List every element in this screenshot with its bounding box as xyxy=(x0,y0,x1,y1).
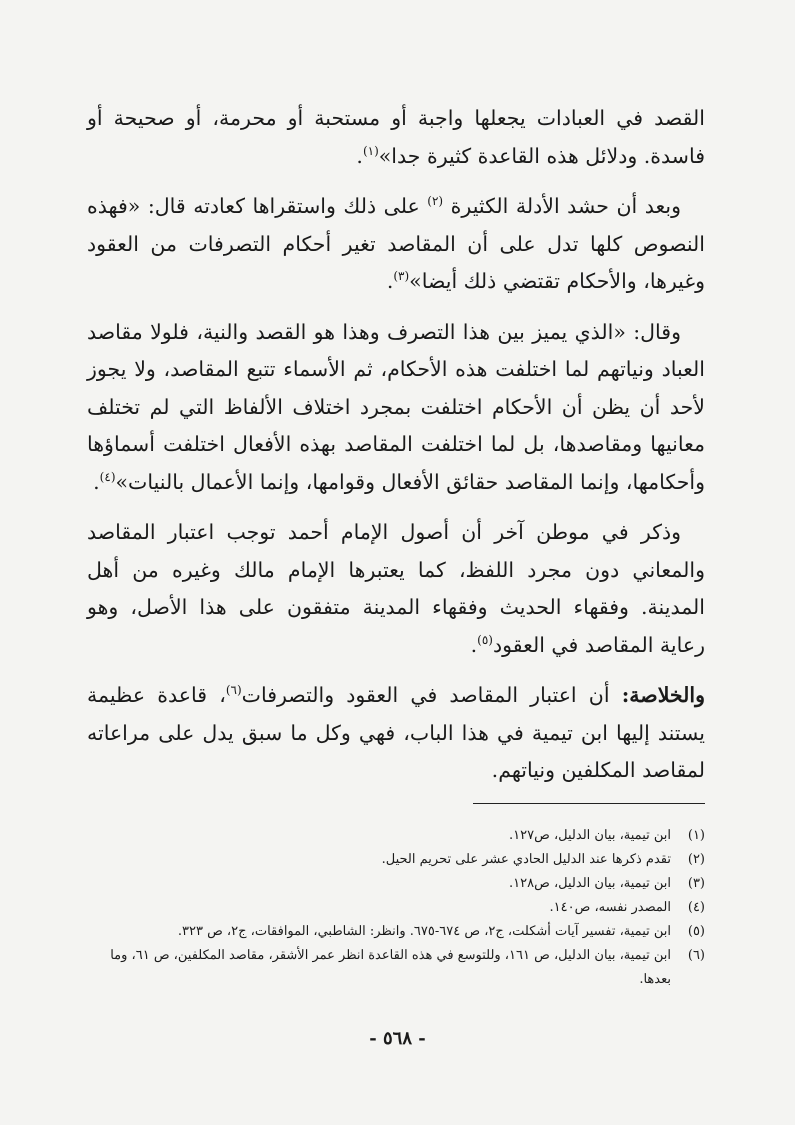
footnote-number: (١) xyxy=(687,828,705,843)
footnote xyxy=(87,824,705,848)
page-number: - ٥٦٨ - xyxy=(369,1028,426,1049)
footnotes xyxy=(87,824,705,992)
paragraph xyxy=(87,100,705,175)
footnote xyxy=(87,848,705,872)
footnote-ref: (١) xyxy=(362,143,379,158)
text-segment: وقال: «الذي يميز بين هذا التصرف وهذا هو القصد والنية، فلولا مقاصد العباد ونياتهم لما اختلفت هذه الأحكام، ثم الأسماء تتبع المقاصد، ولا يجوز لأحد أن يظن أن الأحكام اختلفت بمجرد اختلاف الألفاظ التي لم تختلف معانيها ومقاصدها، بل لما اختلفت المقاصد بهذه الأفعال اختلفت أسماؤها وأحكامها، وإنما المقاصد حقائق الأفعال وقوامها، وإنما الأعمال بالنيات» xyxy=(87,319,705,494)
footnote-number: (٥) xyxy=(687,924,705,939)
text-segment: على ذلك واستقراها كعادته قال: «فهذه النصوص كلها تدل على أن المقاصد تغير أحكام التصرفات من العقود وغيرها، والأحكام تقتضي ذلك أيضا» xyxy=(87,194,705,293)
footnote-text: ابن تيمية، تفسير آيات أشكلت، ج٢، ص ٦٧٤-٦٧٥. وانظر: الشاطبي، الموافقات، ج٢، ص ٣٢٣. xyxy=(177,924,671,939)
footnote-ref: (٤) xyxy=(99,469,116,484)
footnote xyxy=(87,896,705,920)
footnote-number: (٦) xyxy=(687,948,705,963)
footnote-ref: (٥) xyxy=(477,632,493,647)
footnote xyxy=(87,872,705,896)
footnote-number: (٤) xyxy=(687,900,705,915)
paragraph xyxy=(87,314,705,502)
text-segment: أن اعتبار المقاصد في العقود والتصرفات xyxy=(241,683,622,707)
footnote-ref: (٣) xyxy=(393,269,410,284)
footnote-ref: (٦) xyxy=(225,683,242,698)
text-segment: وبعد أن حشد الأدلة الكثيرة xyxy=(443,194,681,218)
text-segment: . xyxy=(93,469,100,494)
main-text xyxy=(87,100,705,803)
footnote-ref: (٢) xyxy=(427,194,444,209)
footnote-text: المصدر نفسه، ص١٤٠. xyxy=(549,900,671,915)
footnote-text: تقدم ذكرها عند الدليل الحادي عشر على تحريم الحيل. xyxy=(381,852,671,867)
footnote-text: ابن تيمية، بيان الدليل، ص١٢٧. xyxy=(509,828,671,843)
paragraph xyxy=(87,677,705,790)
paragraph xyxy=(87,514,705,664)
footnote-text: ابن تيمية، بيان الدليل، ص١٢٨. xyxy=(509,876,671,891)
footnote-number: (٢) xyxy=(687,852,705,867)
footnote-separator xyxy=(473,803,705,804)
footnote xyxy=(87,920,705,944)
text-segment: . xyxy=(470,632,478,657)
footnote-number: (٣) xyxy=(687,876,705,891)
paragraph-lead: والخلاصة: xyxy=(621,683,706,707)
text-segment: القصد في العبادات يجعلها واجبة أو مستحبة أو محرمة، أو صحيحة أو فاسدة. ودلائل هذه القاعدة كثيرة جدا» xyxy=(87,106,705,168)
paragraph xyxy=(87,188,705,301)
text-segment: . xyxy=(386,269,394,293)
footnote xyxy=(87,944,705,992)
text-segment: . xyxy=(356,143,363,168)
text-segment: وذكر في موطن آخر أن أصول الإمام أحمد توجب اعتبار المقاصد والمعاني دون مجرد اللفظ، كما يعتبرها الإمام مالك وغيره من أهل المدينة. وفقهاء الحديث وفقهاء المدينة متفقون على هذا الأصل، وهو رعاية المقاصد في العقود xyxy=(87,520,705,657)
footnote-text: ابن تيمية، بيان الدليل، ص ١٦١، وللتوسع في هذه القاعدة انظر عمر الأشقر، مقاصد المكلفين، ص ٦١، وما بعدها. xyxy=(110,948,671,987)
text-segment: ، قاعدة عظيمة يستند إليها ابن تيمية في هذا الباب، فهي وكل ما سبق يدل على مراعاته لمقاصد المكلفين ونياتهم. xyxy=(87,683,705,782)
